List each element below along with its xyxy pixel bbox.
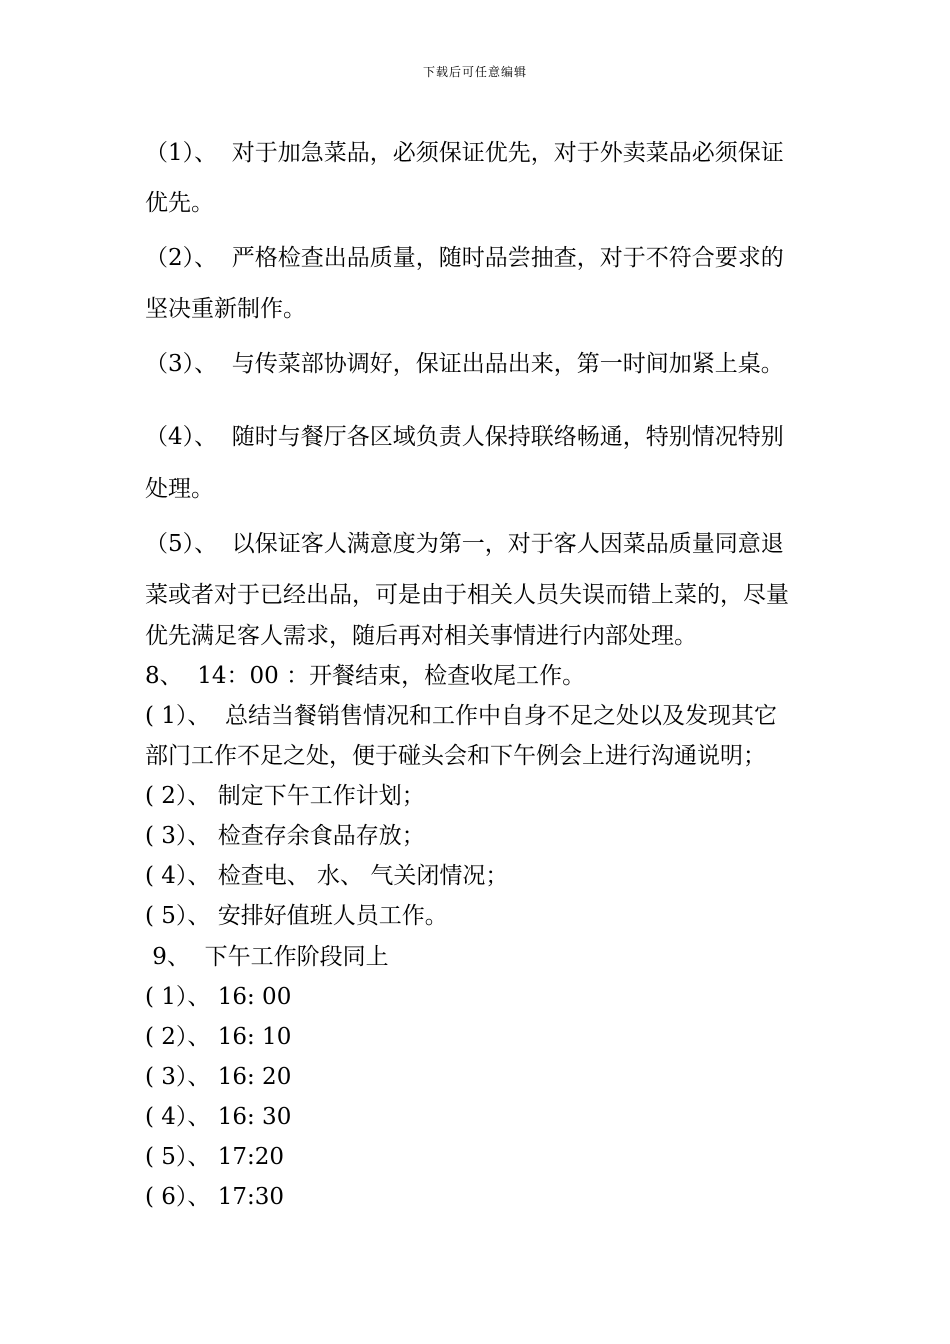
text-line-24: ( 6）、 17:30 <box>145 1184 285 1210</box>
text-line-9: 菜或者对于已经出品，可是由于相关人员失误而错上菜的，尽量 <box>145 582 789 608</box>
text-line-16: ( 4）、 检查电、 水、 气关闭情况； <box>145 863 509 889</box>
text-line-12: ( 1）、 总结当餐销售情况和工作中自身不足之处以及发现其它 <box>145 703 778 729</box>
text-line-20: ( 2）、 16: 10 <box>145 1024 292 1050</box>
text-line-17: ( 5）、 安排好值班人员工作。 <box>145 903 448 929</box>
text-line-7: 处理。 <box>145 476 214 502</box>
text-line-22: ( 4）、 16: 30 <box>145 1104 292 1130</box>
text-line-15: ( 3）、 检查存余食品存放； <box>145 823 425 849</box>
text-line-11: 8、 14：00 ：开餐结束，检查收尾工作。 <box>145 663 586 689</box>
text-line-2: 优先。 <box>145 190 214 216</box>
text-line-4: 坚决重新制作。 <box>145 296 306 322</box>
text-line-13: 部门工作不足之处，便于碰头会和下午例会上进行沟通说明； <box>145 743 766 769</box>
text-line-23: ( 5）、 17:20 <box>145 1144 285 1170</box>
text-line-21: ( 3）、 16: 20 <box>145 1064 292 1090</box>
text-line-18: 9、 下午工作阶段同上 <box>145 944 389 970</box>
text-line-1: （1）、 对于加急菜品，必须保证优先，对于外卖菜品必须保证 <box>145 140 784 166</box>
text-line-8: （5）、 以保证客人满意度为第一，对于客人因菜品质量同意退 <box>145 531 784 557</box>
text-line-6: （4）、 随时与餐厅各区域负责人保持联络畅通，特别情况特别 <box>145 424 784 450</box>
text-line-19: ( 1）、 16: 00 <box>145 984 292 1010</box>
text-line-3: （2）、 严格检查出品质量，随时品尝抽查，对于不符合要求的 <box>145 245 784 271</box>
text-line-14: ( 2）、 制定下午工作计划； <box>145 783 425 809</box>
text-line-10: 优先满足客人需求，随后再对相关事情进行内部处理。 <box>145 623 697 649</box>
text-line-5: （3）、 与传菜部协调好，保证出品出来，第一时间加紧上桌。 <box>145 351 784 377</box>
page-header: 下载后可任意编辑 <box>422 65 527 79</box>
